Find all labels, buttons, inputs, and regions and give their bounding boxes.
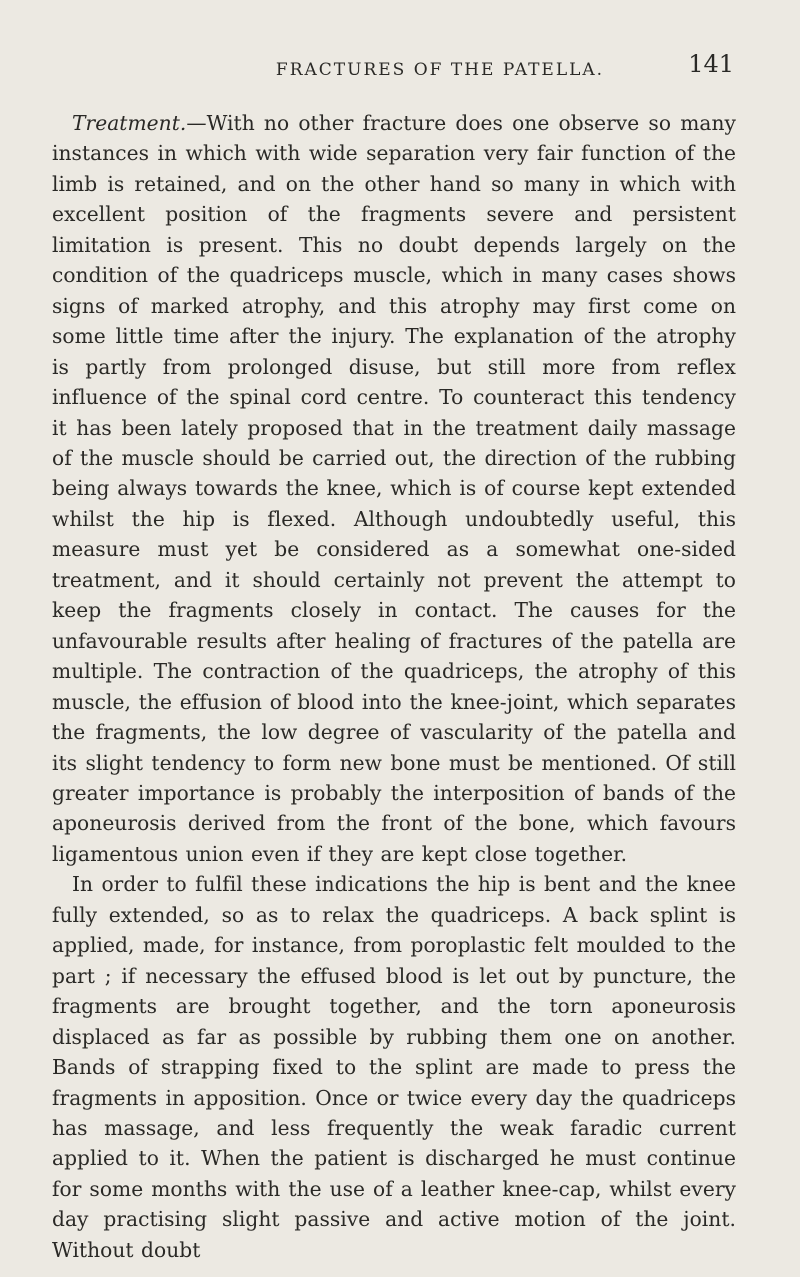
paragraph-indications bbox=[52, 869, 736, 1265]
running-title: FRACTURES OF THE PATELLA. bbox=[275, 60, 605, 80]
running-header bbox=[52, 50, 736, 90]
section-lead-word: Treatment. bbox=[72, 111, 187, 135]
paragraph-text: —With no other fracture does one observe so many instances in which with wide separation very fair function of the limb is retained, and on the other hand so many in which with excellent position of the fragments severe and persistent limitation is present. This no doubt depends largely on the condition of the quadriceps muscle, which in many cases shows signs of marked atrophy, and this atrophy may first come on some little time after the injury. The explanation of the atrophy is partly from prolonged disuse, but still more from reflex influence of the spinal cord centre. To counteract this tendency it has been lately proposed that in the treatment daily massage of the muscle should be carried out, the direction of the rubbing being always towards the knee, which is of course kept extended whilst the hip is flexed. Although undoubtedly useful, this measure must yet be considered as a somewhat one-sided treatment, and it should certainly not prevent the attempt to keep the fragments closely in contact. The causes for the unfavourable results after healing of fractures of the patella are multiple. The contraction of the quadriceps, the atrophy of this muscle, the effusion of blood into the knee-joint, which separates the fragments, the low degree of vascularity of the patella and its slight tendency to form new bone must be mentioned. Of still greater importance is probably the interposition of bands of the aponeurosis derived from the front of the bone, which favours ligamentous union even if they are kept close together. bbox=[52, 111, 736, 866]
body-text bbox=[52, 108, 736, 1265]
paragraph-treatment bbox=[52, 108, 736, 869]
page-number: 141 bbox=[688, 50, 734, 78]
paragraph-text: In order to fulfil these indications the hip is bent and the knee fully extended, so as to relax the quadriceps. A back splint is applied, made, for instance, from poroplastic felt moulded to the part ; if necessary the effused blood is let out by puncture, the fragments are brought together, and the torn aponeurosis displaced as far as possible by rubbing them one on another. Bands of strapping fixed to the splint are made to press the fragments in apposition. Once or twice every day the quadriceps has massage, and less frequently the weak faradic current applied to it. When the patient is discharged he must continue for some months with the use of a leather knee-cap, whilst every day practising slight passive and active motion of the joint. Without doubt bbox=[52, 872, 736, 1262]
